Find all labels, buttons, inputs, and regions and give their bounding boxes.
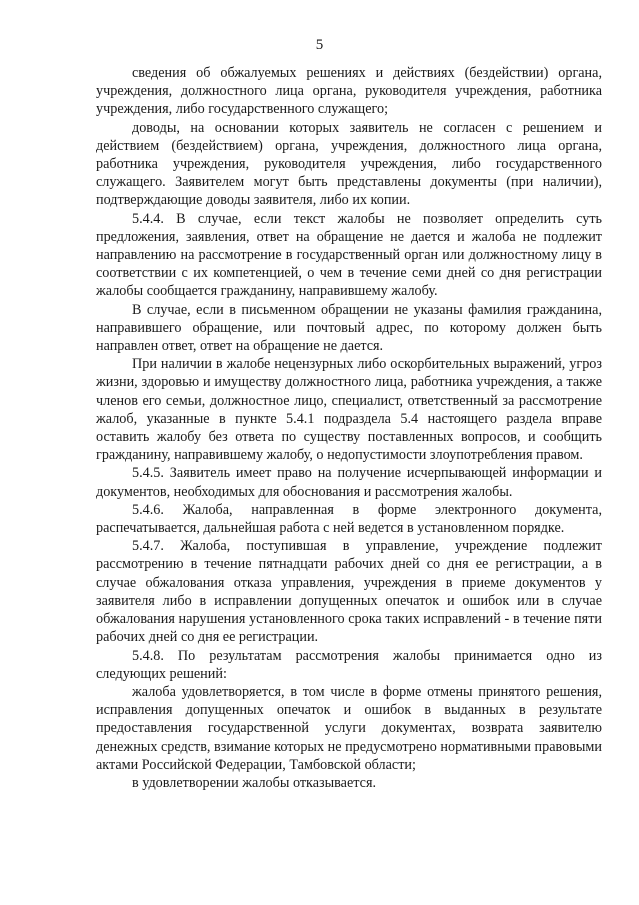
paragraph-5-4-7: 5.4.7. Жалоба, поступившая в управление, учреждение подлежит рассмотрению в течение пятнадцати рабочих дней со дня ее регистрации, а в случае обжалования отказа управления, учреждения в приеме документов у заявителя либо в исправлении допущенных опечаток и ошибок или в случае обжалования нарушения установленного срока таких исправлений - в течение пяти рабочих дней со дня ее регистрации. bbox=[96, 538, 602, 646]
document-body bbox=[96, 64, 602, 792]
paragraph-5-4-8: 5.4.8. По результатам рассмотрения жалобы принимается одно из следующих решений: bbox=[96, 647, 602, 682]
paragraph-complaint-info: сведения об обжалуемых решениях и действиях (бездействии) органа, учреждения, должностного лица органа, руководителя учреждения, работника учреждения, либо государственного служащего; bbox=[96, 65, 602, 118]
paragraph-5-4-4: 5.4.4. В случае, если текст жалобы не позволяет определить суть предложения, заявления, ответ на обращение не дается и жалоба не подлежит направлению на рассмотрение в государственный орган или должностному лицу в соответствии с их компетенцией, о чем в течение семи дней со дня регистрации жалобы сообщается гражданину, направившему жалобу. bbox=[96, 210, 602, 300]
paragraph-no-surname: В случае, если в письменном обращении не указаны фамилия гражданина, направившего обращение, или почтовый адрес, по которому должен быть направлен ответ, ответ на обращение не дается. bbox=[96, 301, 602, 355]
paragraph-decision-satisfied: жалоба удовлетворяется, в том числе в форме отмены принятого решения, исправления допущенных опечаток и ошибок в выданных в результате предоставления государственной услуги документах, возврата заявителю денежных средств, взимание которых не предусмотрено нормативными правовыми актами Российской Федерации, Тамбовской области; bbox=[96, 683, 602, 773]
paragraph-obscene-language: При наличии в жалобе нецензурных либо оскорбительных выражений, угроз жизни, здоровью и имуществу должностного лица, работника учреждения, а также членов его семьи, должностное лицо, специалист, ответственный за рассмотрение жалоб, указанные в пункте 5.4.1 подраздела 5.4 настоящего раздела вправе оставить жалобу без ответа по существу поставленных вопросов, и сообщить гражданину, направившему жалобу, о недопустимости злоупотребления правом. bbox=[96, 356, 602, 464]
paragraph-5-4-6: 5.4.6. Жалоба, направленная в форме электронного документа, распечатывается, дальнейшая работа с ней ведется в установленном порядке. bbox=[96, 501, 602, 537]
paragraph-5-4-5: 5.4.5. Заявитель имеет право на получение исчерпывающей информации и документов, необходимых для обоснования и рассмотрения жалобы. bbox=[96, 465, 602, 500]
paragraph-arguments: доводы, на основании которых заявитель не согласен с решением и действием (бездействием) органа, учреждения, должностного лица органа, работника учреждения, руководителя учреждения, либо государственного служащего. Заявителем могут быть представлены документы (при наличии), подтверждающие доводы заявителя, либо их копии. bbox=[96, 119, 602, 209]
paragraph-decision-refused: в удовлетворении жалобы отказывается. bbox=[132, 774, 377, 791]
page-number: 5 bbox=[315, 37, 324, 53]
